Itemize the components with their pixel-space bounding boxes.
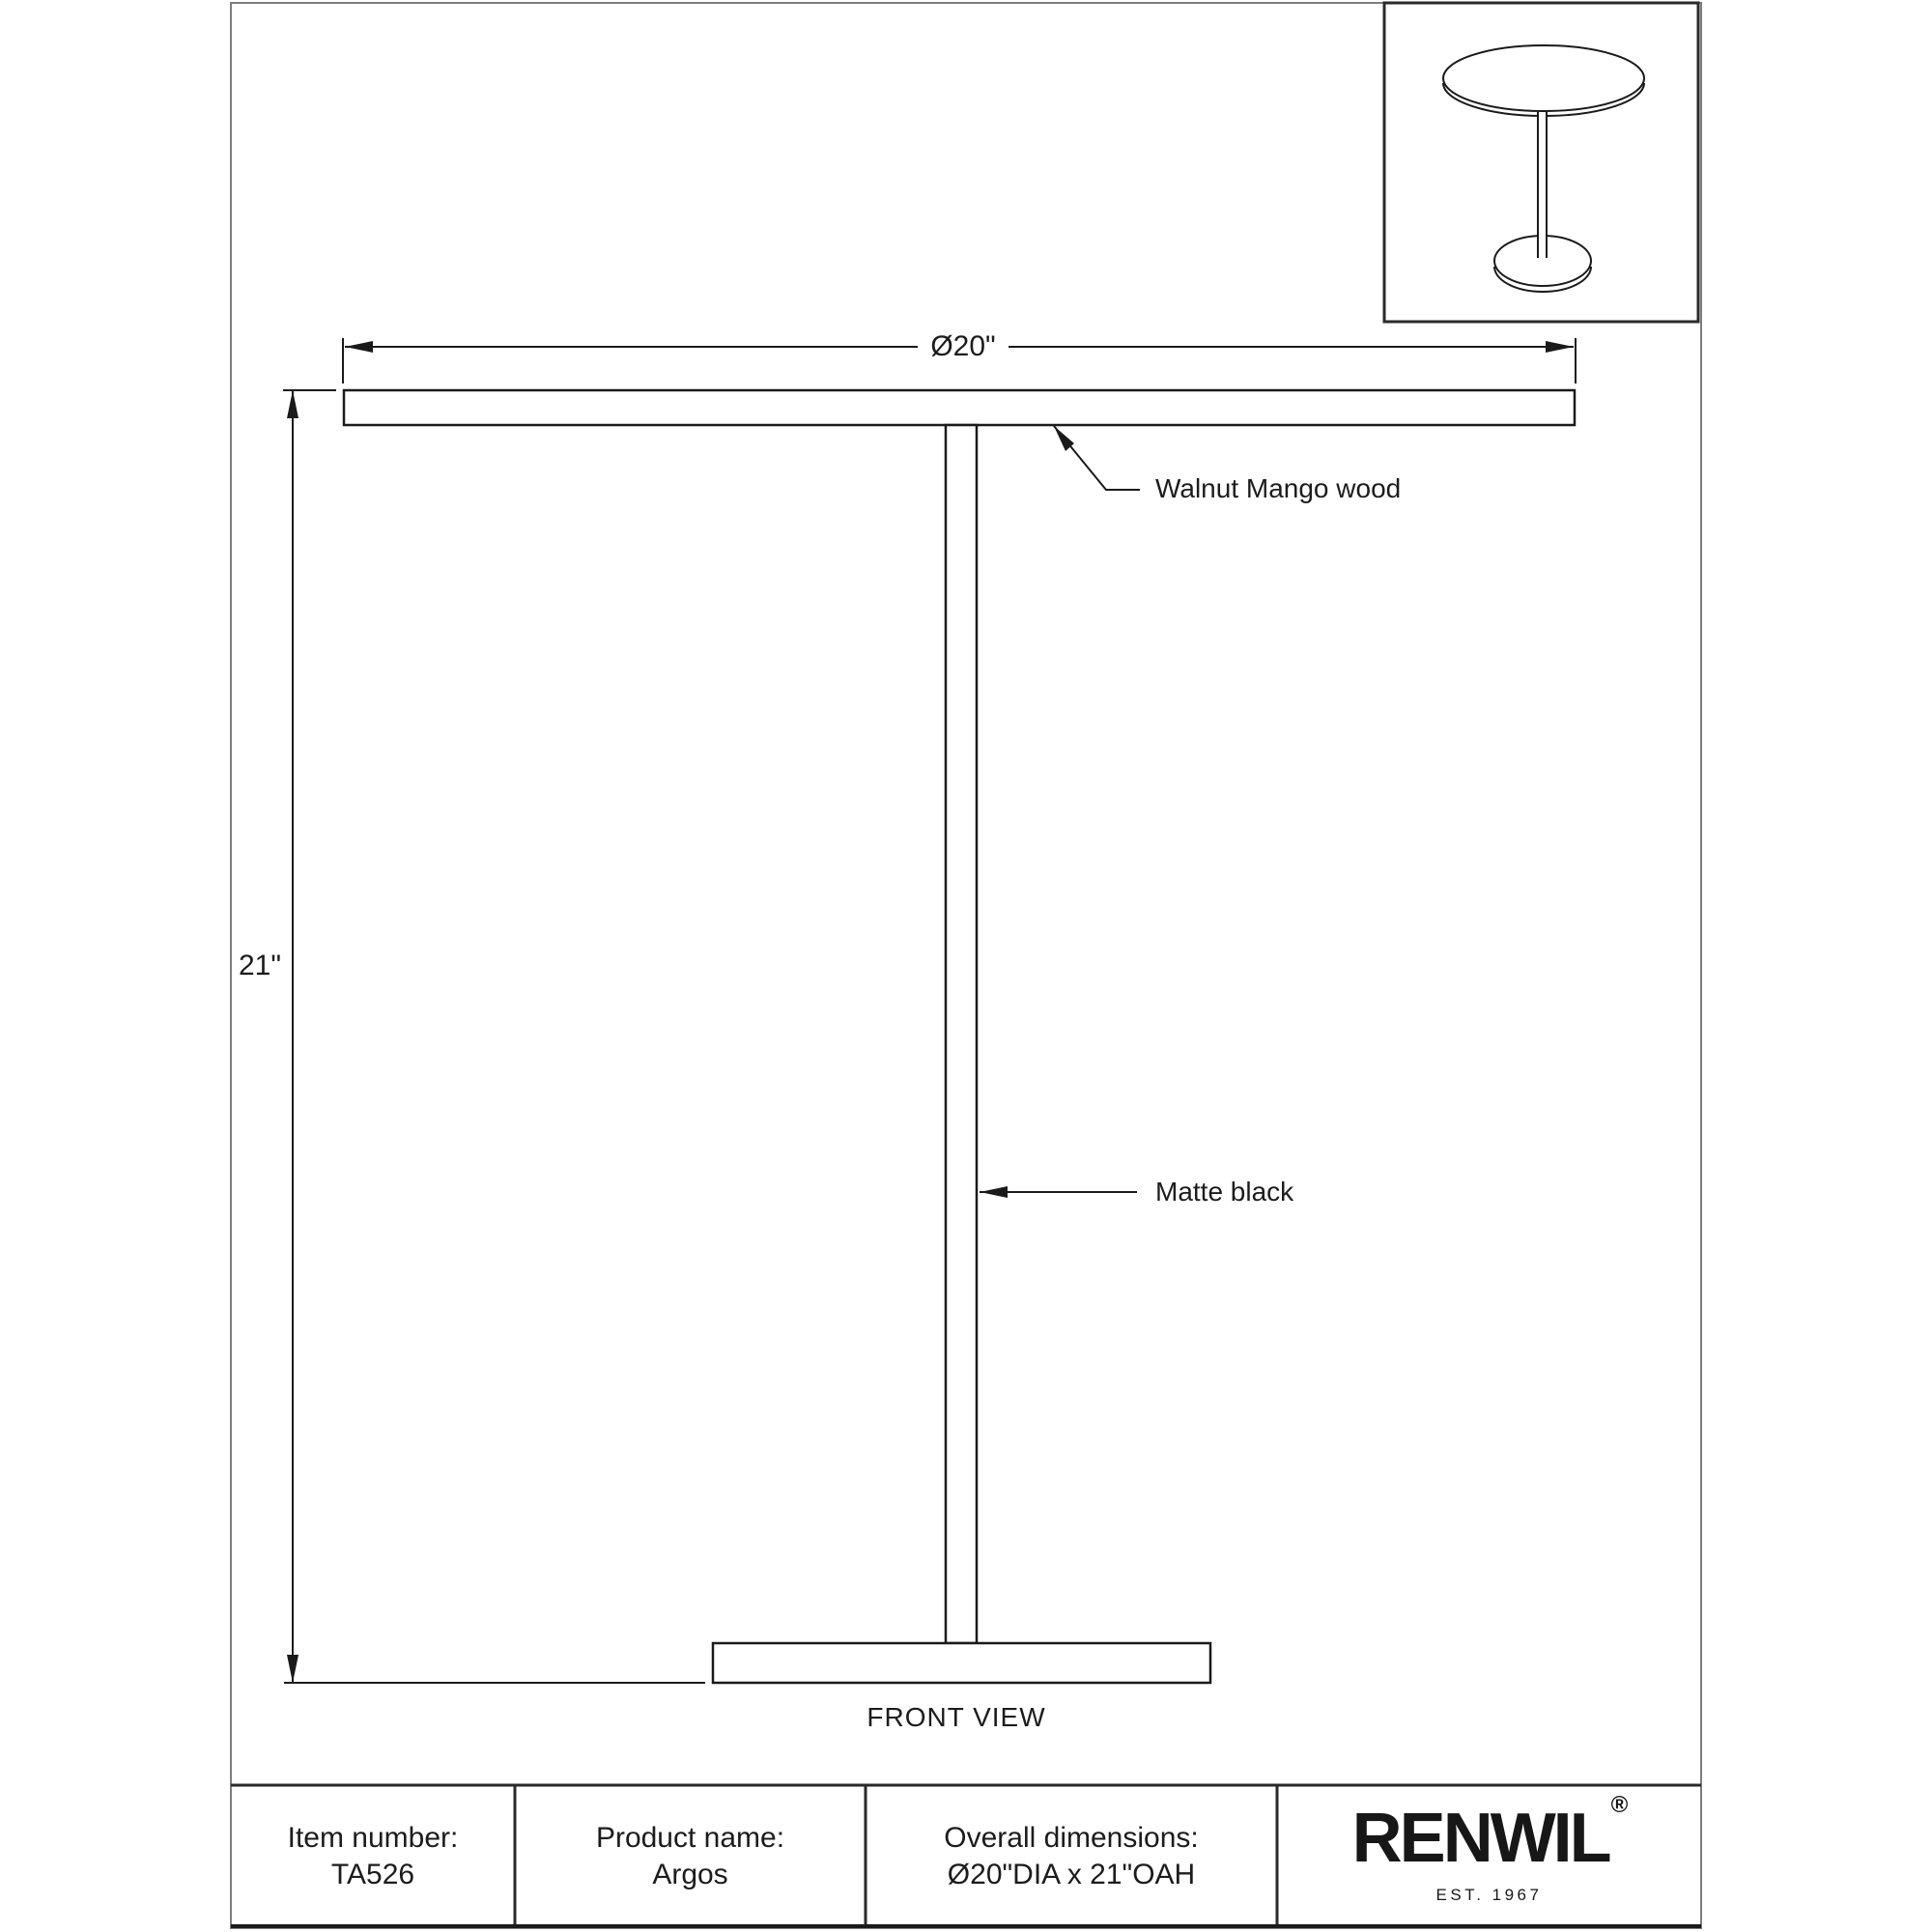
arrowhead-up-icon bbox=[287, 390, 298, 418]
item-number-value: TA526 bbox=[330, 1859, 415, 1890]
view-title: FRONT VIEW bbox=[867, 1702, 1046, 1732]
item-number-cell bbox=[231, 1785, 515, 1928]
product-name-value: Argos bbox=[652, 1859, 728, 1890]
stem-finish-leader bbox=[980, 1186, 1137, 1198]
brand-wordmark: RENWIL bbox=[1351, 1800, 1609, 1877]
tabletop-material-leader bbox=[1054, 426, 1140, 490]
leader-line-walnut bbox=[1054, 426, 1140, 490]
base-outline bbox=[713, 1643, 1210, 1683]
arrowhead-right-icon bbox=[1546, 341, 1574, 353]
tabletop-outline bbox=[344, 390, 1575, 425]
arrowhead-left-icon bbox=[345, 341, 373, 353]
brand-established: EST. 1967 bbox=[1435, 1886, 1543, 1904]
tabletop-material-label: Walnut Mango wood bbox=[1155, 473, 1402, 503]
product-name-label: Product name: bbox=[595, 1822, 785, 1854]
brand-logo bbox=[1351, 1792, 1629, 1877]
item-number-label: Item number: bbox=[287, 1822, 459, 1854]
overall-dimensions-value: Ø20"DIA x 21"OAH bbox=[947, 1859, 1196, 1890]
stem-finish-label: Matte black bbox=[1155, 1177, 1294, 1207]
height-dimension-label: 21" bbox=[235, 950, 285, 982]
registered-trademark-icon: ® bbox=[1610, 1792, 1629, 1818]
brand-cell bbox=[1277, 1785, 1701, 1928]
arrowhead-left2-icon bbox=[980, 1186, 1008, 1198]
arrowhead-down-icon bbox=[287, 1655, 298, 1683]
height-dimension bbox=[283, 390, 705, 1683]
diameter-dimension-label: Ø20" bbox=[923, 330, 1003, 363]
thumbnail-stem-fill bbox=[1538, 112, 1547, 258]
pedestal-stem-outline bbox=[946, 425, 977, 1643]
overall-dimensions-cell bbox=[866, 1785, 1277, 1928]
product-name-cell bbox=[515, 1785, 866, 1928]
overall-dimensions-label: Overall dimensions: bbox=[944, 1822, 1199, 1854]
